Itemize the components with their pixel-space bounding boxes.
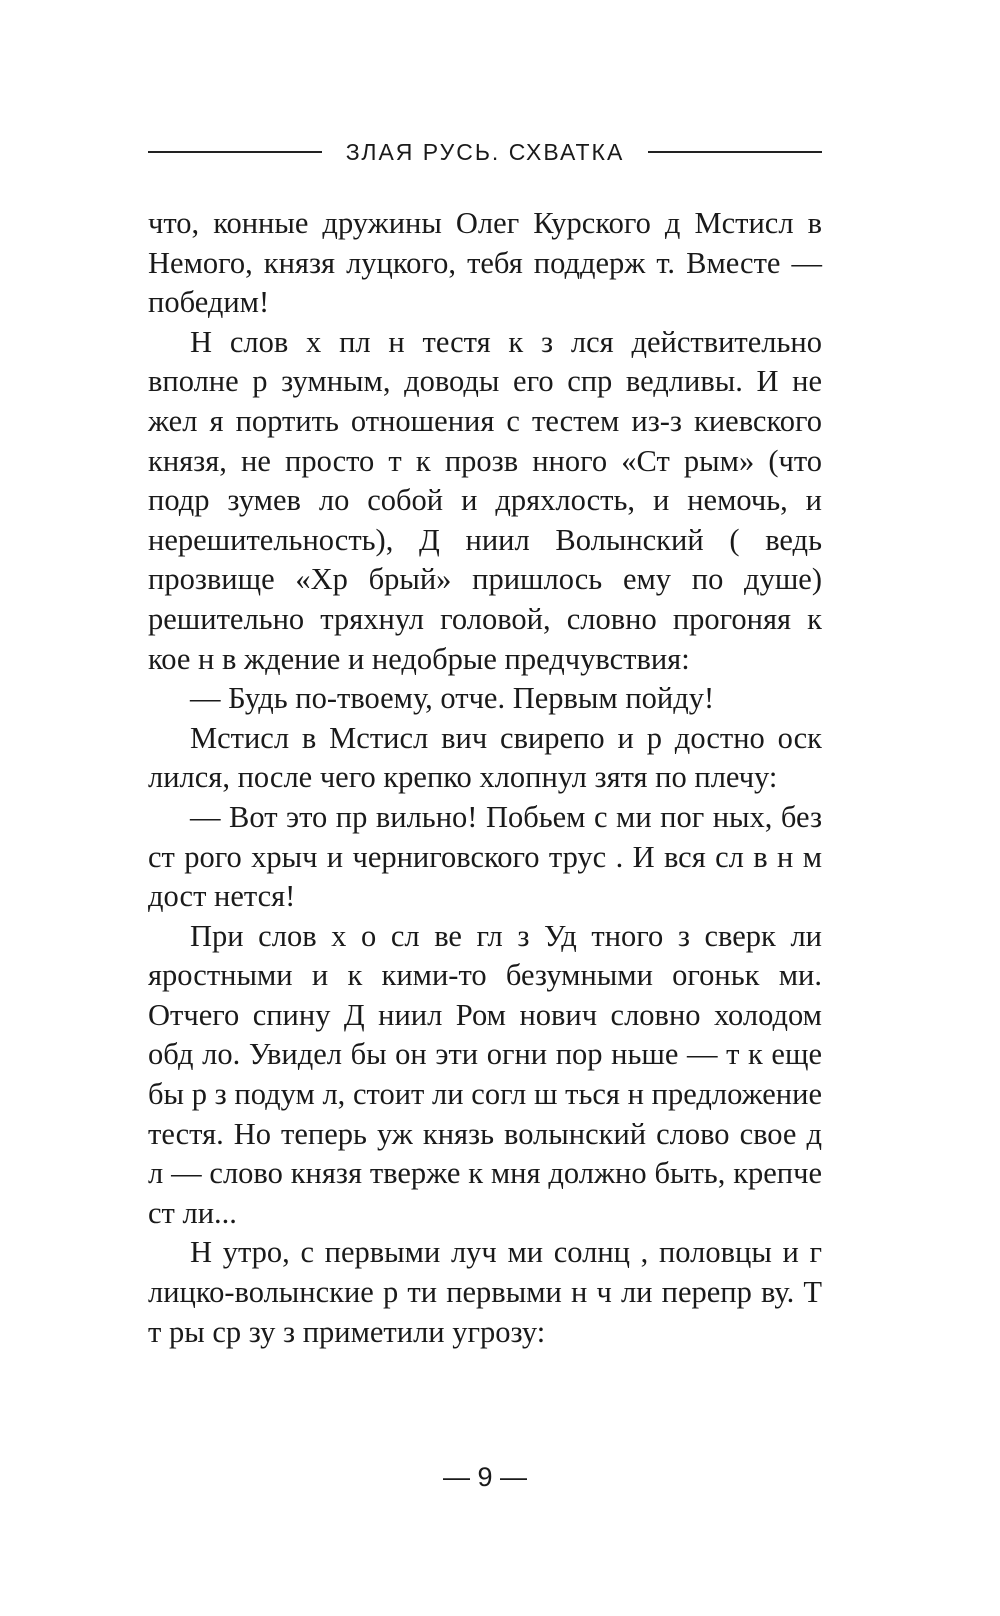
header-rule-left — [148, 151, 322, 153]
paragraph: Н утро, с первыми луч ми солнц , половцы и г лицко-волынские р ти первыми н ч ли перепр ву. Т т ры ср зу з приметили угрозу: — [148, 1235, 822, 1349]
page-number: — 9 — — [442, 1462, 528, 1492]
book-title: ЗЛАЯ РУСЬ. СХВАТКА — [345, 138, 625, 165]
paragraph: При слов х о сл ве гл з Уд тного з сверк ли яростными и к кими-то безумными огоньк ми. Отчего спину Д ниил Ром нович словно холодом обд ло. Увидел бы он эти огни пор ньше — т к еще бы р з подум л, стоит ли согл ш ться н предложение тестя. Но теперь уж князь волынский слово свое д л — слово князя тверже к мня должно быть, крепче ст ли... — [148, 918, 822, 1230]
running-header — [148, 134, 822, 170]
paragraph: Н слов х пл н тестя к з лся действительно вполне р зумным, доводы его спр ведливы. И не жел я портить отношения с тестем из-з киевского князя, не просто т к прозв нного «Ст рым» (что подр зумев ло собой и дряхлость, и немочь, и нерешительность), Д ниил Волынский ( ведь прозвище «Хр брый» пришлось ему по душе) решительно тряхнул головой, словно прогоняя к кое н в ждение и недобрые предчувствия: — [148, 324, 822, 676]
header-rule-right — [648, 151, 822, 153]
paragraph: Мстисл в Мстисл вич свирепо и р достно оск лился, после чего крепко хлопнул зятя по плечу: — [148, 720, 822, 795]
body-text — [148, 204, 822, 1352]
paragraph: — Будь по-твоему, отче. Первым пойду! — [190, 681, 715, 716]
paragraph: — Вот это пр вильно! Побьем с ми пог ных, без ст рого хрыч и черниговского трус . И вся сл в н м дост нется! — [148, 799, 822, 914]
paragraph: что, конные дружины Олег Курского д Мстисл в Немого, князя луцкого, тебя поддерж т. Вместе — победим! — [148, 206, 822, 320]
